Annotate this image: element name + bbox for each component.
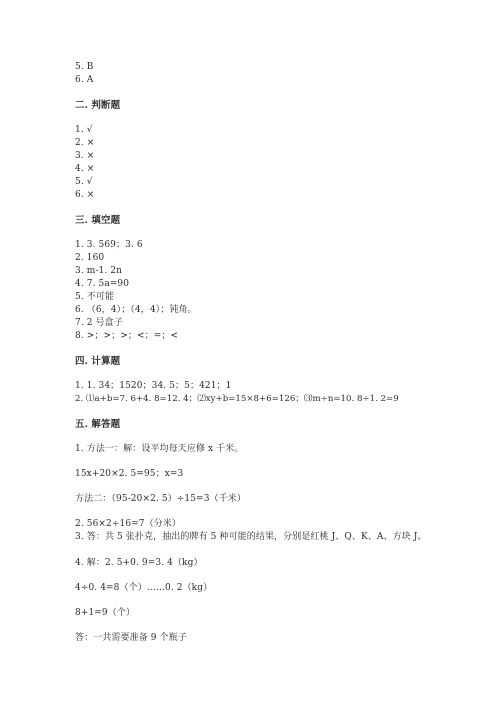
answer-line: 4. 7. 5a=90 [75,279,130,289]
answer-line: 5. B [75,62,94,72]
section-heading-fill-in: 三. 填空题 [75,215,121,226]
answer-line: 7. 2 号盒子 [75,318,123,328]
answer-line: 5. 不可能 [75,292,115,302]
answer-line: 8+1=9（个） [75,608,136,618]
section-heading-calculation: 四. 计算题 [75,356,121,367]
answer-line: 2. × [75,138,95,148]
answer-line: 4÷0. 4=8（个）……0. 2（kg） [75,583,213,593]
answer-line: 4. 解：2. 5+0. 9=3. 4（kg） [75,558,203,568]
answer-line: 1. 3. 569；3. 6 [75,240,143,250]
answer-line: 2. 56×2÷16=7（分米） [75,519,182,529]
answer-line: 答：一共需要准备 9 个瓶子 [75,633,187,643]
answer-line: 2. ⑴a+b=7. 6+4. 8=12. 4；⑵xy+b=15×8+6=126；⑶m÷n=10. 8÷1. 2=9 [75,394,399,404]
answer-line: 1. √ [75,125,93,135]
answer-line: 6. A [75,75,94,85]
answer-line: 6. × [75,190,95,200]
section-heading-judgment: 二. 判断题 [75,100,121,111]
answer-line: 3. × [75,151,95,161]
answer-line: 6. （6，4）；（4，4）；钝角。 [75,305,197,315]
answer-line: 1. 1. 34；1520；34. 5；5；421；1 [75,381,232,391]
answer-line: 5. √ [75,177,93,187]
answer-line: 2. 160 [75,253,105,263]
answer-line: 1. 方法一：解：设平均每天应修 x 千米。 [75,444,244,454]
answer-line: 3. m-1. 2n [75,266,122,276]
answer-line: 4. × [75,164,95,174]
answer-line: 8. >；>；>；<；=；< [75,331,179,341]
answer-line: 15x+20×2. 5=95；x=3 [75,469,184,479]
answer-line: 方法二：（95-20×2. 5）÷15=3（千米） [75,494,246,504]
answer-line: 3. 答：共 5 张扑克，抽出的牌有 5 种可能的结果，分别是红桃 J、Q、K、A、方块 J。 [75,532,427,542]
section-heading-word-problems: 五. 解答题 [75,419,121,430]
